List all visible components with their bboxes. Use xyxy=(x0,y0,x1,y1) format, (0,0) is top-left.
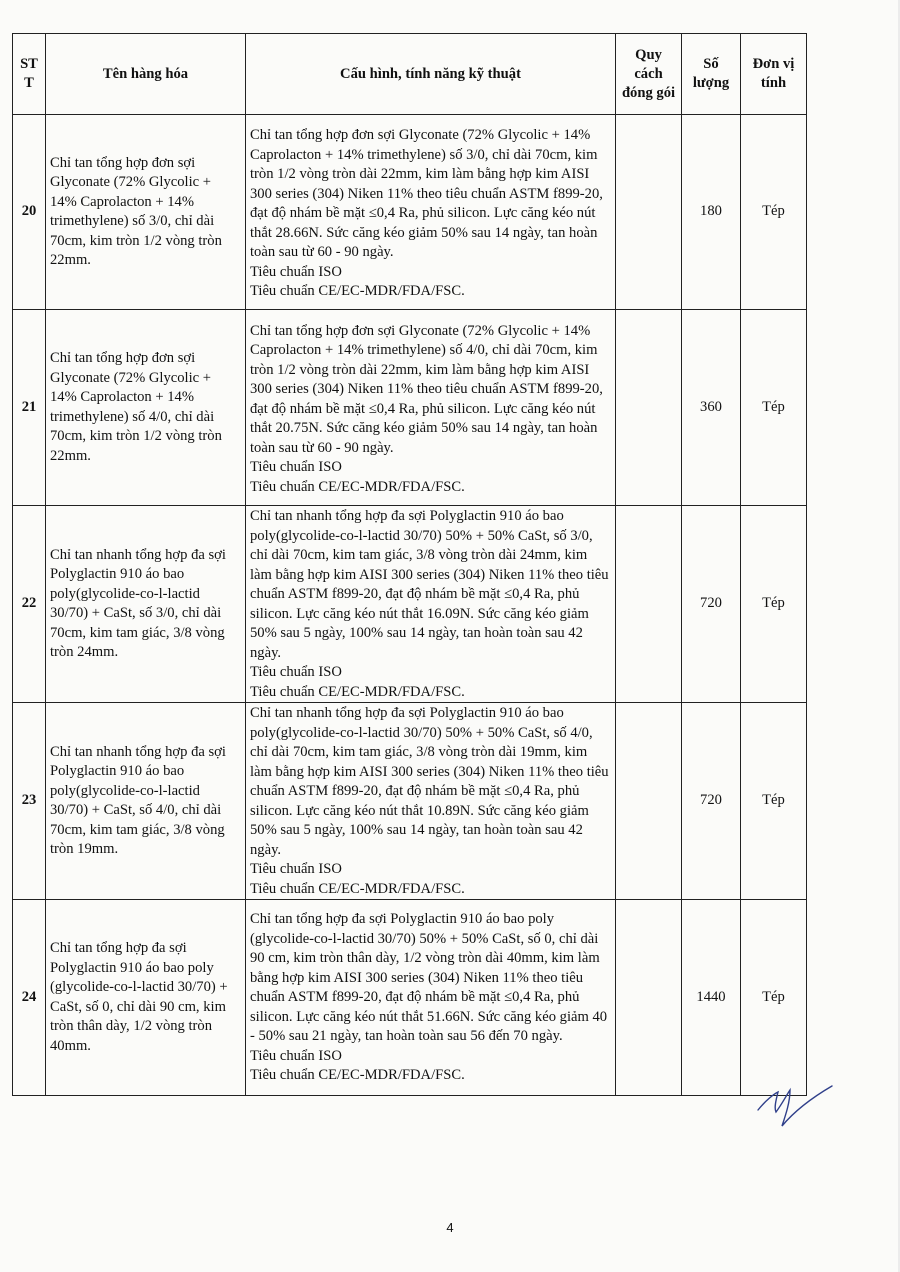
table-row xyxy=(13,900,807,1096)
row-pack xyxy=(616,506,682,703)
row-unit: Tép xyxy=(741,115,807,310)
page-number: 4 xyxy=(446,1220,454,1235)
table-row xyxy=(13,506,807,703)
table-row xyxy=(13,703,807,900)
row-stt: 23 xyxy=(13,703,46,900)
row-qty: 720 xyxy=(682,506,741,703)
spec-iso: Tiêu chuẩn ISO xyxy=(250,1047,342,1064)
spec-iso: Tiêu chuẩn ISO xyxy=(250,664,342,680)
row-name: Chỉ tan tổng hợp đơn sợi Glyconate (72% Glycolic + 14% Caprolacton + 14% trimethylene) số 3/0, chỉ dài 70cm, kim tròn 1/2 vòng tròn 22mm. xyxy=(46,115,246,310)
row-pack xyxy=(616,310,682,506)
spec-text: Chỉ tan tổng hợp đơn sợi Glyconate (72% Glycolic + 14% Caprolacton + 14% trimethylene) số 3/0, chỉ dài 70cm, kim tròn 1/2 vòng tròn dài 22mm, kim làm bằng hợp kim AISI 300 series (304) Niken 11% theo tiêu chuẩn ASTM f899-20, đạt độ nhám bề mặt ≤0,4 Ra, phủ silicon. Lực căng kéo nút thắt 28.66N. Sức căng kéo giảm 50% sau 14 ngày, tan hoàn toàn sau từ 60 - 90 ngày. xyxy=(250,127,603,261)
header-row xyxy=(13,34,807,115)
row-qty: 180 xyxy=(682,115,741,310)
row-name: Chỉ tan tổng hợp đa sợi Polyglactin 910 áo bao poly (glycolide-co-l-lactid 30/70) + CaSt, số 0, chỉ dài 90 cm, kim tròn thân dày, 1/2 vòng tròn 40mm. xyxy=(46,900,246,1096)
row-stt: 21 xyxy=(13,310,46,506)
row-spec xyxy=(246,310,616,506)
row-unit: Tép xyxy=(741,900,807,1096)
spec-iso: Tiêu chuẩn ISO xyxy=(250,459,342,476)
header-qty: Số lượng xyxy=(682,34,741,115)
spec-ce: Tiêu chuẩn CE/EC-MDR/FDA/FSC. xyxy=(250,478,465,495)
table-row xyxy=(13,115,807,310)
spec-iso: Tiêu chuẩn ISO xyxy=(250,263,342,280)
signature-mark xyxy=(752,1078,842,1138)
row-spec xyxy=(246,115,616,310)
header-name: Tên hàng hóa xyxy=(46,34,246,115)
spec-ce: Tiêu chuẩn CE/EC-MDR/FDA/FSC. xyxy=(250,683,465,700)
header-unit: Đơn vị tính xyxy=(741,34,807,115)
row-name: Chỉ tan nhanh tổng hợp đa sợi Polyglactin 910 áo bao poly(glycolide-co-l-lactid 30/70) + CaSt, số 3/0, chỉ dài 70cm, kim tam giác, 3/8 vòng tròn 24mm. xyxy=(46,506,246,703)
row-stt: 20 xyxy=(13,115,46,310)
header-stt: ST T xyxy=(13,34,46,115)
row-spec xyxy=(246,900,616,1096)
row-qty: 1440 xyxy=(682,900,741,1096)
spec-text: Chỉ tan tổng hợp đa sợi Polyglactin 910 áo bao poly (glycolide-co-l-lactid 30/70) 50% + 50% CaSt, số 0, chỉ dài 90 cm, kim tròn thân dày, 1/2 vòng tròn dài 40mm, kim làm bằng hợp kim AISI 300 series (304) Niken 11% theo tiêu chuẩn ASTM f899-20, đạt độ nhám bề mặt ≤0,4 Ra, phủ silicon. Lực căng kéo nút thắt 51.66N. Sức căng kéo giảm 40 - 50% sau 21 ngày, tan hoàn toàn sau 56 đến 70 ngày. xyxy=(250,911,608,1045)
row-spec xyxy=(246,506,616,703)
spec-text: Chỉ tan tổng hợp đơn sợi Glyconate (72% Glycolic + 14% Caprolacton + 14% trimethylene) số 4/0, chỉ dài 70cm, kim tròn 1/2 vòng tròn dài 22mm, kim làm bằng hợp kim AISI 300 series (304) Niken 11% theo tiêu chuẩn ASTM f899-20, đạt độ nhám bề mặt ≤0,4 Ra, phủ silicon. Lực căng kéo nút thắt 20.75N. Sức căng kéo giảm 50% sau 14 ngày, tan hoàn toàn sau từ 60 - 90 ngày. xyxy=(250,322,603,456)
row-name: Chỉ tan nhanh tổng hợp đa sợi Polyglactin 910 áo bao poly(glycolide-co-l-lactid 30/70) + CaSt, số 4/0, chỉ dài 70cm, kim tam giác, 3/8 vòng tròn 19mm. xyxy=(46,703,246,900)
row-unit: Tép xyxy=(741,310,807,506)
row-qty: 720 xyxy=(682,703,741,900)
row-pack xyxy=(616,703,682,900)
product-spec-table xyxy=(12,33,807,1096)
row-stt: 24 xyxy=(13,900,46,1096)
row-pack xyxy=(616,900,682,1096)
row-qty: 360 xyxy=(682,310,741,506)
header-pack: Quy cách đóng gói xyxy=(616,34,682,115)
table-row xyxy=(13,310,807,506)
spec-text: Chỉ tan nhanh tổng hợp đa sợi Polyglactin 910 áo bao poly(glycolide-co-l-lactid 30/70) 50% + 50% CaSt, số 4/0, chỉ dài 70cm, kim tam giác, 3/8 vòng tròn dài 19mm, kim làm bằng hợp kim AISI 300 series (304) Niken 11% theo tiêu chuẩn ASTM f899-20, đạt độ nhám bề mặt ≤0,4 Ra, phủ silicon. Lực căng kéo nút thắt 10.89N. Sức căng kéo giảm 50% sau 5 ngày, 100% sau 14 ngày, tan hoàn toàn sau 42 ngày. xyxy=(250,705,609,858)
spec-text: Chỉ tan nhanh tổng hợp đa sợi Polyglactin 910 áo bao poly(glycolide-co-l-lactid 30/70) 50% + 50% CaSt, số 3/0, chỉ dài 70cm, kim tam giác, 3/8 vòng tròn dài 24mm, kim làm bằng hợp kim AISI 300 series (304) Niken 11% theo tiêu chuẩn ASTM f899-20, đạt độ nhám bề mặt ≤0,4 Ra, phủ silicon. Lực căng kéo nút thắt 16.09N. Sức căng kéo giảm 50% sau 5 ngày, 100% sau 14 ngày, tan hoàn toàn sau 42 ngày. xyxy=(250,508,609,661)
row-stt: 22 xyxy=(13,506,46,703)
row-pack xyxy=(616,115,682,310)
row-unit: Tép xyxy=(741,506,807,703)
spec-ce: Tiêu chuẩn CE/EC-MDR/FDA/FSC. xyxy=(250,1067,465,1084)
row-unit: Tép xyxy=(741,703,807,900)
spec-iso: Tiêu chuẩn ISO xyxy=(250,861,342,877)
spec-ce: Tiêu chuẩn CE/EC-MDR/FDA/FSC. xyxy=(250,283,465,300)
row-spec xyxy=(246,703,616,900)
spec-ce: Tiêu chuẩn CE/EC-MDR/FDA/FSC. xyxy=(250,880,465,897)
header-spec: Cấu hình, tính năng kỹ thuật xyxy=(246,34,616,115)
row-name: Chỉ tan tổng hợp đơn sợi Glyconate (72% Glycolic + 14% Caprolacton + 14% trimethylene) số 4/0, chỉ dài 70cm, kim tròn 1/2 vòng tròn 22mm. xyxy=(46,310,246,506)
